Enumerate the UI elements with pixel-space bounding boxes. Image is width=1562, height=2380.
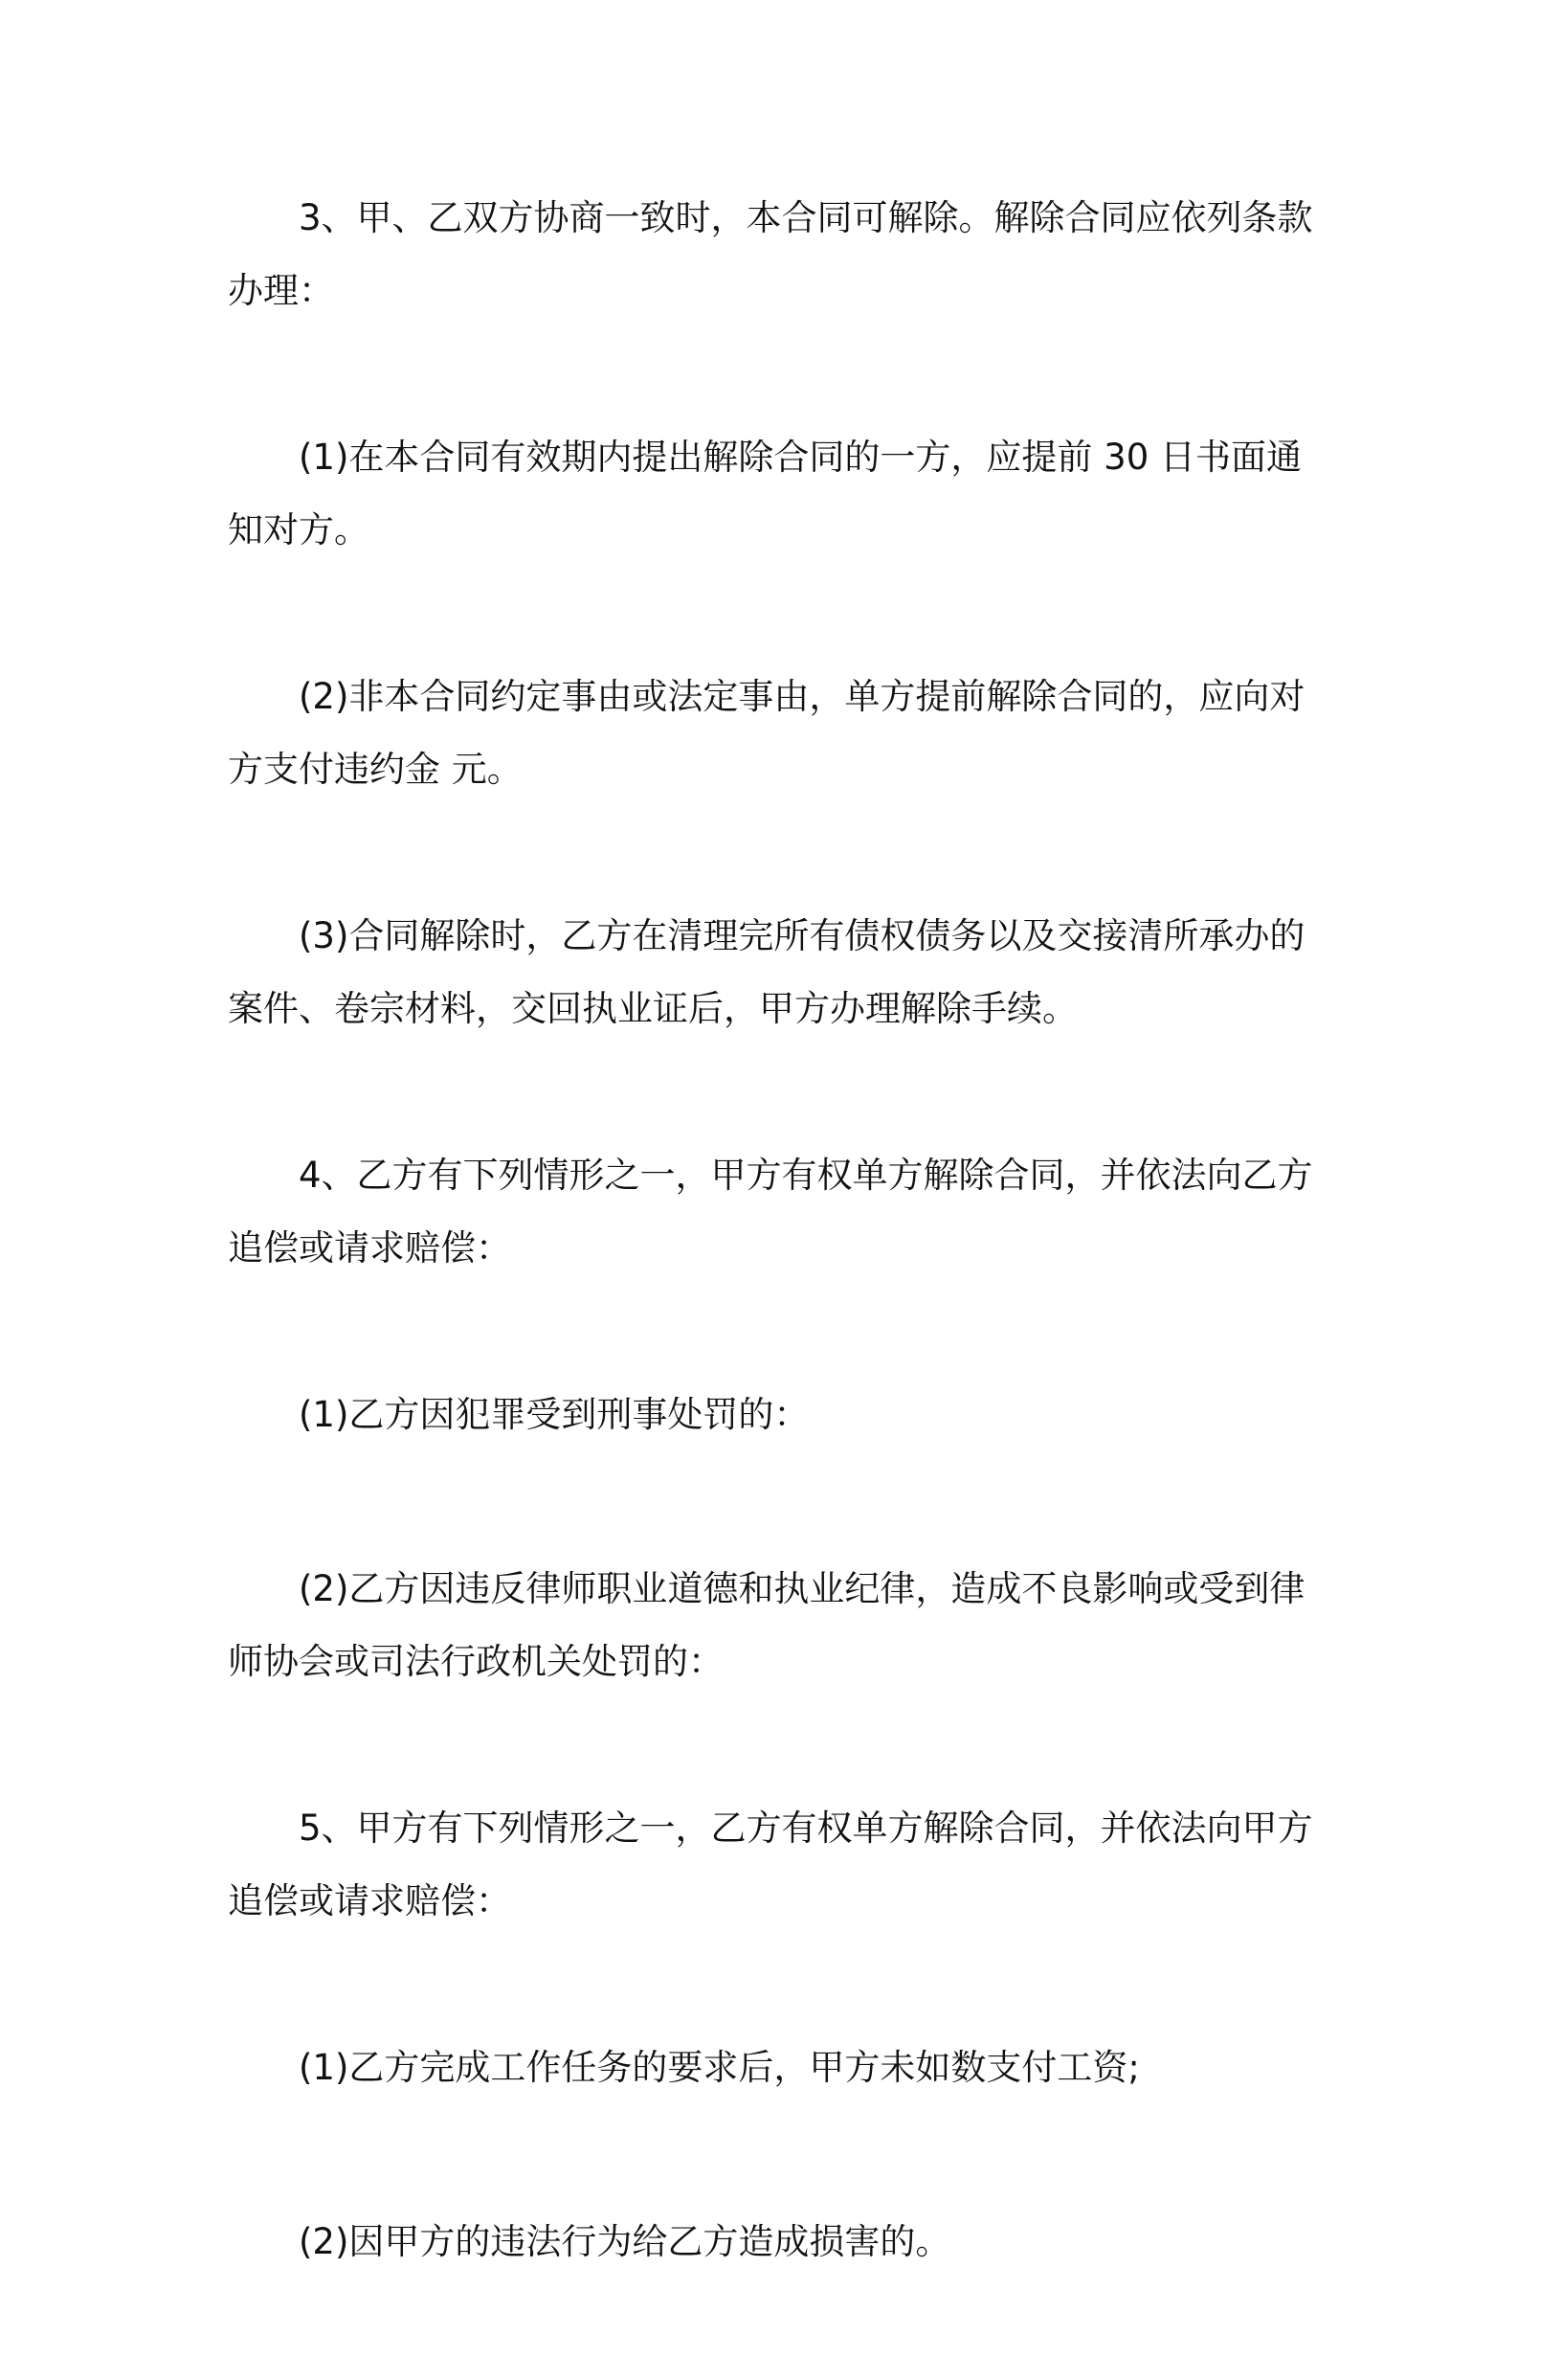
clause-4: 4、乙方有下列情形之一，甲方有权单方解除合同，并依法向乙方追偿或请求赔偿： xyxy=(228,1155,1313,1269)
clause-3-item-2: (2)非本合同约定事由或法定事由，单方提前解除合同的，应向对方支付违约金 元。 xyxy=(228,676,1305,790)
clause-3-item-1: (1)在本合同有效期内提出解除合同的一方，应提前 30 日书面通知对方。 xyxy=(228,437,1303,550)
document-body xyxy=(228,182,1319,2380)
clause-5-item-2: (2)因甲方的违法行为给乙方造成损害的。 xyxy=(299,2221,951,2262)
clause-5: 5、甲方有下列情形之一，乙方有权单方解除合同，并依法向甲方追偿或请求赔偿： xyxy=(228,1807,1313,1921)
clause-3-item-3: (3)合同解除时，乙方在清理完所有债权债务以及交接清所承办的案件、卷宗材料，交回执业证后，甲方办理解除手续。 xyxy=(228,915,1305,1029)
clause-4-item-1: (1)乙方因犯罪受到刑事处罚的： xyxy=(299,1394,810,1435)
clause-5-item-1: (1)乙方完成工作任务的要求后，甲方未如数支付工资; xyxy=(299,2047,1140,2088)
clause-4-item-2: (2)乙方因违反律师职业道德和执业纪律，造成不良影响或受到律师协会或司法行政机关处罚的： xyxy=(228,1568,1305,1682)
clause-3: 3、甲、乙双方协商一致时，本合同可解除。解除合同应依列条款办理： xyxy=(228,197,1313,311)
